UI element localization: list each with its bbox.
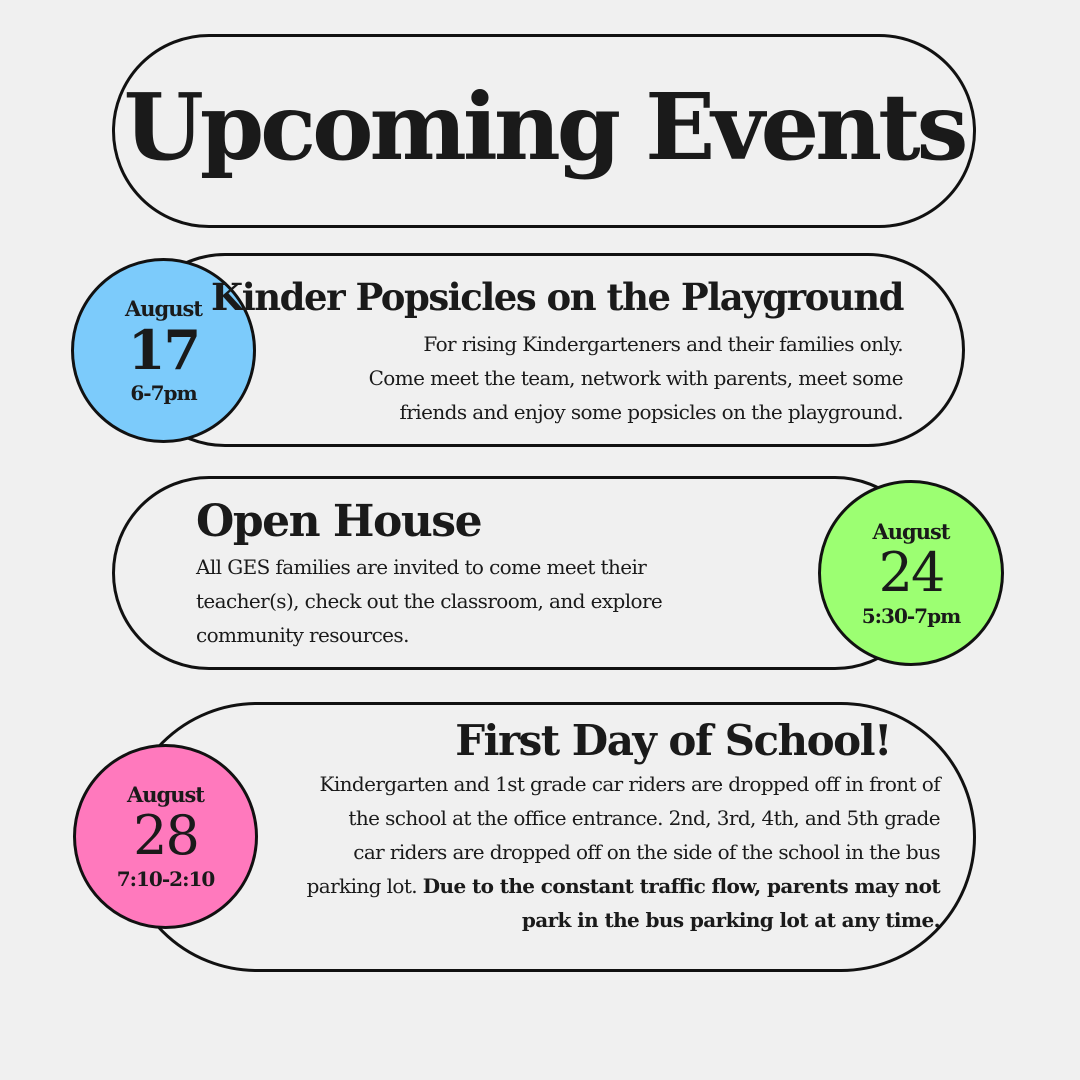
event-month: August bbox=[124, 296, 203, 321]
event-description-line: friends and enjoy some popsicles on the playground. bbox=[399, 400, 903, 424]
event-description-line: For rising Kindergarteners and their families only. bbox=[423, 332, 903, 356]
event-description-line: All GES families are invited to come meet their bbox=[196, 555, 647, 579]
date-badge-event3 bbox=[73, 744, 258, 929]
event-title: Kinder Popsicles on the Playground bbox=[211, 275, 903, 319]
event-description bbox=[263, 327, 903, 429]
event-time: 5:30-7pm bbox=[861, 603, 961, 628]
event-month: August bbox=[872, 518, 950, 544]
event-description-line: the school at the office entrance. 2nd, 3rd, 4th, and 5th grade bbox=[348, 806, 940, 830]
event-month: August bbox=[126, 782, 205, 807]
event-description-line: Kindergarten and 1st grade car riders are dropped off in front of bbox=[319, 772, 940, 796]
event-description-line: Come meet the team, network with parents, meet some bbox=[368, 366, 903, 390]
page-title: Upcoming Events bbox=[123, 73, 965, 181]
event-description-line: car riders are dropped off on the side of the school in the bus bbox=[353, 840, 940, 864]
event-day: 17 bbox=[127, 318, 200, 382]
event-description-line bbox=[240, 869, 940, 903]
parking-warning: Due to the constant traffic flow, parents may not bbox=[422, 874, 940, 898]
parking-warning: park in the bus parking lot at any time. bbox=[521, 908, 940, 932]
event-description bbox=[196, 550, 756, 652]
event-description-line: teacher(s), check out the classroom, and explore bbox=[196, 589, 663, 613]
title-banner bbox=[112, 34, 976, 228]
event-day: 28 bbox=[133, 804, 198, 867]
event-time: 6-7pm bbox=[130, 381, 197, 405]
event-title: First Day of School! bbox=[455, 716, 891, 765]
event-title: Open House bbox=[196, 496, 482, 547]
event-description bbox=[240, 767, 940, 937]
date-badge-event2 bbox=[818, 480, 1004, 666]
event-description-text: parking lot. bbox=[306, 874, 423, 898]
event-time: 7:10-2:10 bbox=[116, 867, 215, 891]
event-day: 24 bbox=[878, 540, 944, 604]
event-description-line: community resources. bbox=[196, 623, 409, 647]
